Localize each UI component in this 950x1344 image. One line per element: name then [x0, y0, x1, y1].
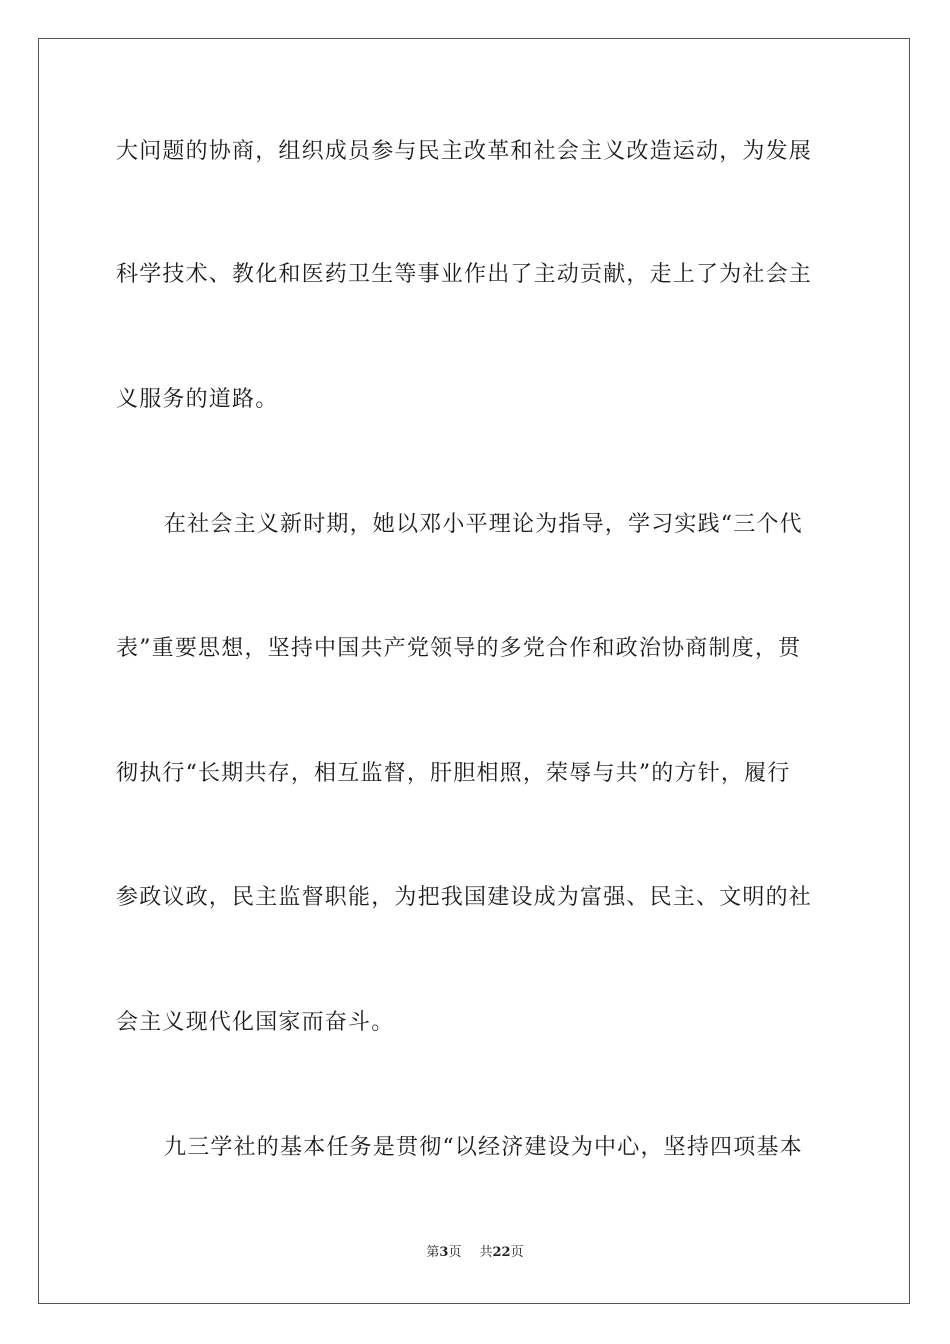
total-pages: 22: [492, 1245, 511, 1260]
text-line: 科学技术、教化和医药卫生等事业作出了主动贡献，走上了为社会主: [116, 262, 813, 287]
page-footer: [0, 1244, 950, 1262]
text-line: 大问题的协商，组织成员参与民主改革和社会主义改造运动，为发展: [116, 139, 813, 164]
page-prefix: 第: [426, 1245, 440, 1260]
total-prefix: 共: [479, 1245, 493, 1260]
page-suffix: 页: [448, 1245, 462, 1260]
text-line: 表”重要思想，坚持中国共产党领导的多党合作和政治协商制度，贯: [116, 636, 802, 661]
page-number: 3: [439, 1245, 449, 1260]
text-line: 彻执行“长期共存，相互监督，肝胆相照，荣辱与共”的方针，履行: [116, 761, 791, 786]
paragraph-first-line: 在社会主义新时期，她以邓小平理论为指导，学习实践“三个代: [164, 512, 803, 537]
total-suffix: 页: [510, 1245, 524, 1260]
text-line: 参政议政，民主监督职能，为把我国建设成为富强、民主、文明的社: [116, 885, 813, 910]
page-border: [38, 38, 910, 1304]
text-line: 会主义现代化国家而奋斗。: [116, 1010, 395, 1035]
paragraph-first-line: 九三学社的基本任务是贯彻“以经济建设为中心，坚持四项基本: [164, 1135, 803, 1160]
text-line: 义服务的道路。: [116, 387, 279, 412]
